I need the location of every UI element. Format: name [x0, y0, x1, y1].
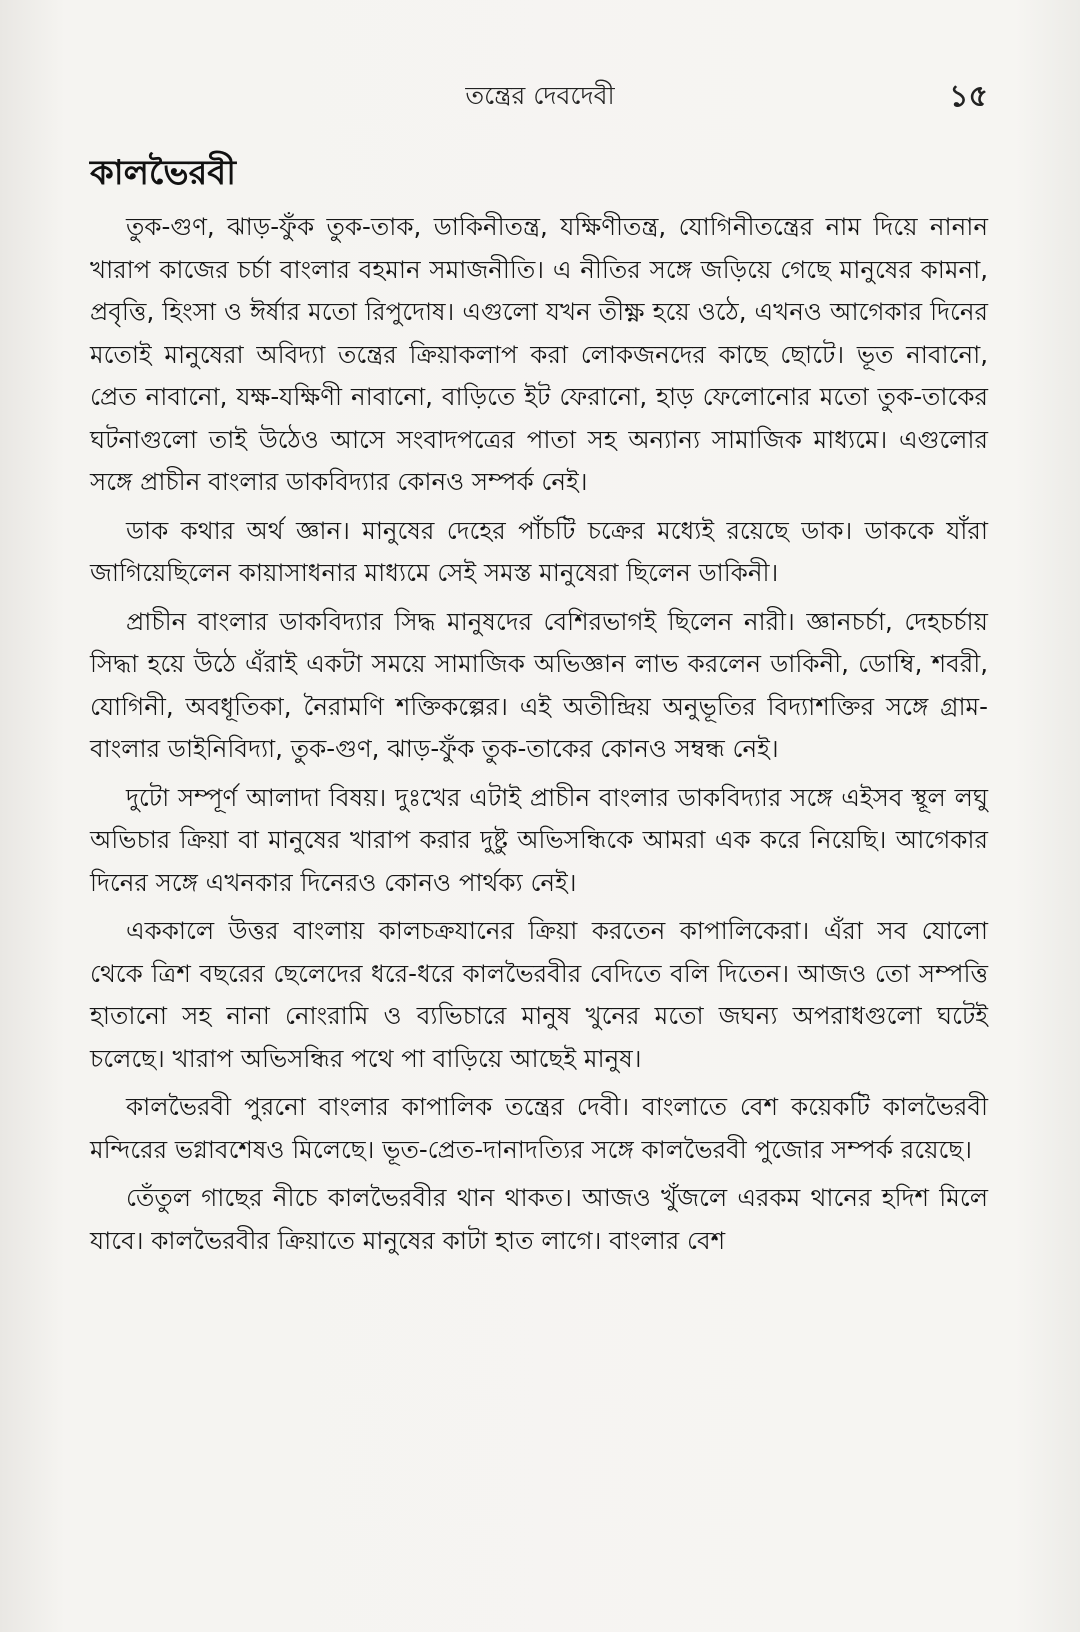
section-heading: কালভৈরবী [90, 153, 236, 193]
page-content [90, 150, 988, 1268]
paragraph: ডাক কথার অর্থ জ্ঞান। মানুষের দেহের পাঁচটি চক্রের মধ্যেই রয়েছে ডাক। ডাককে যাঁরা জাগিয়েছিলেন কায়াসাধনার মাধ্যমে সেই সমস্ত মানুষেরা ছিলেন ডাকিনী। [90, 515, 988, 587]
paragraph: প্রাচীন বাংলার ডাকবিদ্যার সিদ্ধ মানুষদের বেশিরভাগই ছিলেন নারী। জ্ঞানচর্চা, দেহচর্চায় সিদ্ধা হয়ে উঠে এঁরাই একটা সময়ে সামাজিক অভিজ্ঞান লাভ করলেন ডাকিনী, ডোম্বি, শবরী, যোগিনী, অবধূতিকা, নৈরামণি শক্তিকল্পের। এই অতীন্দ্রিয় অনুভূতির বিদ্যাশক্তির সঙ্গে গ্রাম-বাংলার ডাইনিবিদ্যা, তুক-গুণ, ঝাড়-ফুঁক তুক-তাকের কোনও সম্বন্ধ নেই। [90, 606, 988, 763]
paragraph: দুটো সম্পূর্ণ আলাদা বিষয়। দুঃখের এটাই প্রাচীন বাংলার ডাকবিদ্যার সঙ্গে এইসব স্থূল লঘু অভিচার ক্রিয়া বা মানুষের খারাপ করার দুষ্টু অভিসন্ধিকে আমরা এক করে নিয়েছি। আগেকার দিনের সঙ্গে এখনকার দিনেরও কোনও পার্থক্য নেই। [90, 782, 988, 897]
paragraph: তেঁতুল গাছের নীচে কালভৈরবীর থান থাকত। আজও খুঁজলে এরকম থানের হদিশ মিলে যাবে। কালভৈরবীর ক্রিয়াতে মানুষের কাটা হাত লাগে। বাংলার বেশ [90, 1183, 988, 1255]
paragraph: এককালে উত্তর বাংলায় কালচক্রযানের ক্রিয়া করতেন কাপালিকেরা। এঁরা সব যোলো থেকে ত্রিশ বছরের ছেলেদের ধরে-ধরে কালভৈরবীর বেদিতে বলি দিতেন। আজও তো সম্পত্তি হাতানো সহ নানা নোংরামি ও ব্যভিচারে মানুষ খুনের মতো জঘন্য অপরাধগুলো ঘটেই চলেছে। খারাপ অভিসন্ধির পথে পা বাড়িয়ে আছেই মানুষ। [90, 916, 988, 1073]
running-header [0, 72, 1080, 112]
paragraph: তুক-গুণ, ঝাড়-ফুঁক তুক-তাক, ডাকিনীতন্ত্র, যক্ষিণীতন্ত্র, যোগিনীতন্ত্রের নাম দিয়ে নানান খারাপ কাজের চর্চা বাংলার বহমান সমাজনীতি। এ নীতির সঙ্গে জড়িয়ে গেছে মানুষের কামনা, প্রবৃত্তি, হিংসা ও ঈর্ষার মতো রিপুদোষ। এগুলো যখন তীক্ষ্ণ হয়ে ওঠে, এখনও আগেকার দিনের মতোই মানুষেরা অবিদ্যা তন্ত্রের ক্রিয়াকলাপ করা লোকজনদের কাছে ছোটে। ভূত নাবানো, প্রেত নাবানো, যক্ষ-যক্ষিণী নাবানো, বাড়িতে ইট ফেরানো, হাড় ফেলোনোর মতো তুক-তাকের ঘটনাগুলো তাই উঠেও আসে সংবাদপত্রের পাতা সহ অন্যান্য সামাজিক মাধ্যমে। এগুলোর সঙ্গে প্রাচীন বাংলার ডাকবিদ্যার কোনও সম্পর্ক নেই। [90, 212, 988, 496]
running-title: তন্ত্রের দেবদেবী [465, 81, 615, 110]
page-number: ১৫ [949, 79, 988, 114]
paragraph: কালভৈরবী পুরনো বাংলার কাপালিক তন্ত্রের দেবী। বাংলাতে বেশ কয়েকটি কালভৈরবী মন্দিরের ভগ্নাবশেষও মিলেছে। ভূত-প্রেত-দানাদত্যির সঙ্গে কালভৈরবী পুজোর সম্পর্ক রয়েছে। [90, 1092, 988, 1164]
